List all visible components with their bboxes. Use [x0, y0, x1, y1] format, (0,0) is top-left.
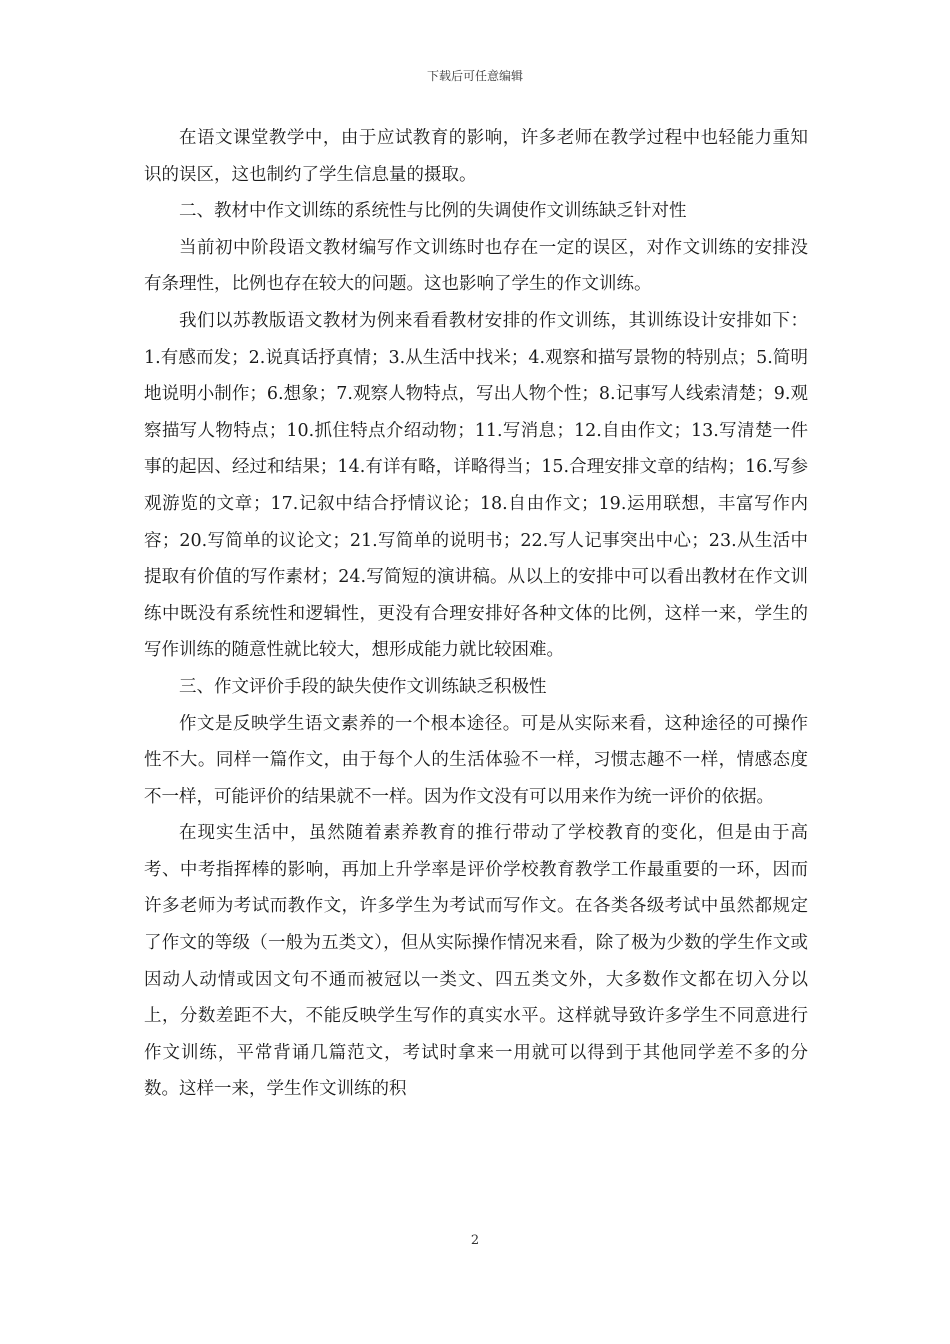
- paragraph: 在语文课堂教学中，由于应试教育的影响，许多老师在教学过程中也轻能力重知识的误区，这也制约了学生信息量的摄取。: [144, 128, 808, 185]
- paragraph: 当前初中阶段语文教材编写作文训练时也存在一定的误区，对作文训练的安排没有条理性，比例也存在较大的问题。这也影响了学生的作文训练。: [144, 237, 808, 295]
- document-body: [144, 120, 808, 1108]
- section-heading: 二、教材中作文训练的系统性与比例的失调使作文训练缺乏针对性: [179, 201, 687, 222]
- paragraph: 我们以苏教版语文教材为例来看看教材安排的作文训练，其训练设计安排如下：1.有感而发；2.说真话抒真情；3.从生活中找米；4.观察和描写景物的特别点；5.简明地说明小制作；6.想象；7.观察人物特点，写出人物个性；8.记事写人线索清楚；9.观察描写人物特点；10.抓住特点介绍动物；11.写消息；12.自由作文；13.写清楚一件事的起因、经过和结果；14.有详有略，详略得当；15.合理安排文章的结构；16.写参观游览的文章；17.记叙中结合抒情议论；18.自由作文；19.运用联想，丰富写作内容；20.写简单的议论文；21.写简单的说明书；22.写人记事突出中心；23.从生活中提取有价值的写作素材；24.写简短的演讲稿。从以上的安排中可以看出教材在作文训练中既没有系统性和逻辑性，更没有合理安排好各种文体的比例，这样一来，学生的写作训练的随意性就比较大，想形成能力就比较困难。: [144, 310, 808, 661]
- paragraph: 在现实生活中，虽然随着素养教育的推行带动了学校教育的变化，但是由于高考、中考指挥棒的影响，再加上升学率是评价学校教育教学工作最重要的一环，因而许多老师为考试而教作文，许多学生为考试而写作文。在各类各级考试中虽然都规定了作文的等级（一般为五类文），但从实际操作情况来看，除了极为少数的学生作文或因动人动情或因文句不通而被冠以一类文、四五类文外，大多数作文都在切入分以上，分数差距不大，不能反映学生写作的真实水平。这样就导致许多学生不同意进行作文训练，平常背诵几篇范文，考试时拿来一用就可以得到于其他同学差不多的分数。这样一来，学生作文训练的积: [144, 823, 808, 1100]
- section-heading: 三、作文评价手段的缺失使作文训练缺乏积极性: [179, 676, 547, 697]
- page-header: 下载后可任意编辑: [426, 69, 523, 83]
- paragraph: 作文是反映学生语文素养的一个根本途径。可是从实际来看，这种途径的可操作性不大。同样一篇作文，由于每个人的生活体验不一样，习惯志趣不一样，情感态度不一样，可能评价的结果就不一样。因为作文没有可以用来作为统一评价的依据。: [144, 713, 808, 807]
- page-number: 2: [470, 1233, 480, 1248]
